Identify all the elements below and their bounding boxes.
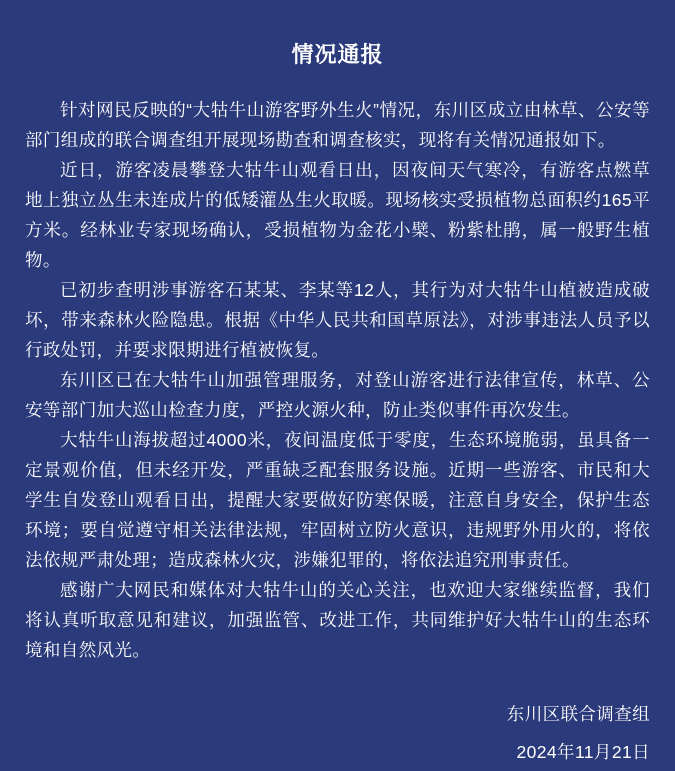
notice-paragraph-thanks: 感谢广大网民和媒体对大牯牛山的关心关注，也欢迎大家继续监督，我们将认真听取意见和建议，加强监管、改进工作，共同维护好大牯牛山的生态环境和自然风光。 <box>25 580 650 660</box>
signature-org: 东川区联合调查组 <box>506 704 650 724</box>
signature-block <box>25 695 650 771</box>
notice-paragraph-investigation: 已初步查明涉事游客石某某、李某等12人，其行为对大牯牛山植被造成破坏，带来森林火险隐患。根据《中华人民共和国草原法》，对涉事违法人员予以行政处罚，并要求限期进行植被恢复。 <box>25 280 650 360</box>
notice-paragraph-incident: 近日，游客凌晨攀登大牯牛山观看日出，因夜间天气寒冷，有游客点燃草地上独立丛生未连成片的低矮灌丛生火取暖。现场核实受损植物总面积约165平方米。经林业专家现场确认，受损植物为金花小檗、粉紫杜鹃，属一般野生植物。 <box>25 160 650 270</box>
notice-title: 情况通报 <box>291 42 384 67</box>
notice-paragraph-management: 东川区已在大牯牛山加强管理服务，对登山游客进行法律宣传，林草、公安等部门加大巡山检查力度，严控火源火种，防止类似事件再次发生。 <box>25 370 650 420</box>
notice-body <box>25 95 650 665</box>
signature-date: 2024年11月21日 <box>516 742 650 762</box>
notice-paragraph-intro: 针对网民反映的“大牯牛山游客野外生火”情况，东川区成立由林草、公安等部门组成的联合调查组开展现场勘查和调查核实，现将有关情况通报如下。 <box>25 100 650 150</box>
notice-paragraph-warning: 大牯牛山海拔超过4000米，夜间温度低于零度，生态环境脆弱，虽具备一定景观价值，但未经开发，严重缺乏配套服务设施。近期一些游客、市民和大学生自发登山观看日出，提醒大家要做好防寒保暖，注意自身安全，保护生态环境；要自觉遵守相关法律法规，牢固树立防火意识，违规野外用火的，将依法依规严肃处理；造成森林火灾，涉嫌犯罪的，将依法追究刑事责任。 <box>25 430 650 570</box>
